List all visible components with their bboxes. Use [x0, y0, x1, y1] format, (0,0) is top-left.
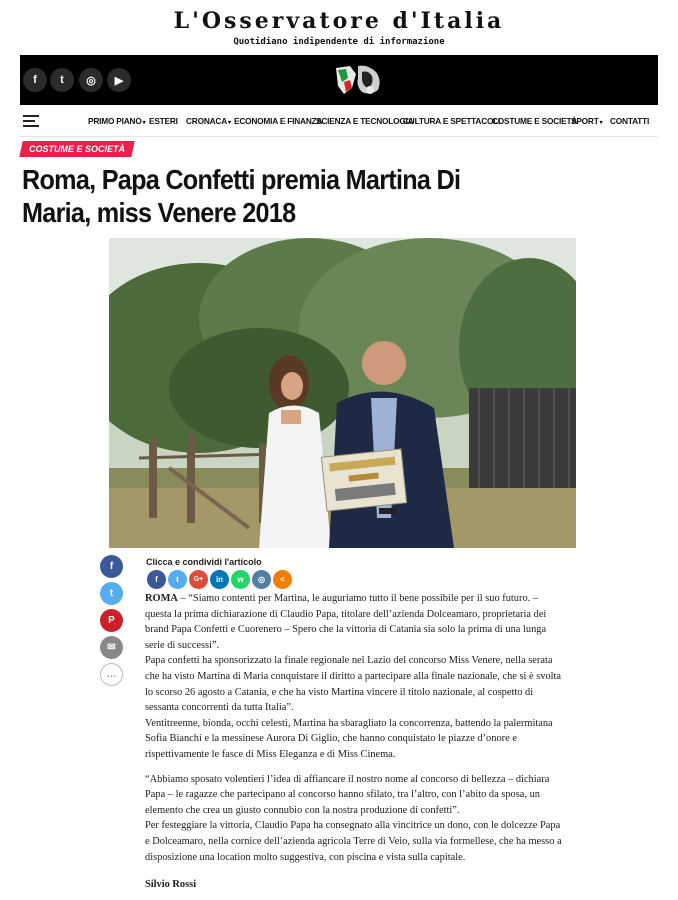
site-title[interactable]: L'Osservatore d'Italia	[173, 8, 505, 34]
instagram-icon[interactable]: ◎	[79, 68, 103, 92]
paragraph: “Abbiamo sposato volentieri l’idea di affiancare il nostro nome al concorso di bellezza – dichiara Papa – le ragazze che partecipano al concorso hanno sfilato, tra l’altro, con l’abito da sposa, un elemento che crea un giusto connubio con la nostra produzione di confetti”.	[145, 773, 550, 816]
paragraph: ROMA – “Siamo contenti per Martina, le auguriamo tutto il bene possibile per il suo futuro. – questa la prima dichiarazione di Claudio Papa, titolare dell’azienda Dolceamaro, proprietaria dei brand Papa Confetti e Cuorenero – Spero che la vittoria di Catania sia solo la prima di una lunga serie di successi”.	[145, 593, 547, 651]
menu-icon[interactable]	[23, 115, 39, 127]
dateline: ROMA	[145, 593, 178, 604]
site-tagline: Quotidiano indipendente di informazione	[233, 37, 445, 47]
facebook-icon[interactable]: f	[100, 555, 123, 578]
site-logo[interactable]	[330, 60, 388, 100]
youtube-icon[interactable]: ▶	[107, 68, 131, 92]
featured-image	[109, 238, 576, 548]
category-badge[interactable]: COSTUME E SOCIETÀ	[19, 141, 134, 157]
header-bar	[20, 55, 658, 105]
nav-item-cultura-e-spettacoli[interactable]: CULTURA E SPETTACOLI	[403, 116, 501, 126]
nav-item-primo-piano[interactable]: PRIMO PIANO▾	[88, 116, 146, 126]
nav-item-esteri[interactable]: ESTERI	[149, 116, 178, 126]
share-title: Clicca e condividi l'articolo	[146, 557, 262, 567]
article-headline: Roma, Papa Confetti premia Martina Di Maria, miss Venere 2018	[22, 164, 461, 228]
facebook-icon[interactable]: f	[147, 570, 166, 589]
chevron-down-icon: ▾	[142, 120, 146, 126]
nav-item-economia-e-finanza[interactable]: ECONOMIA E FINANZA	[234, 116, 323, 126]
twitter-icon[interactable]: t	[50, 68, 74, 92]
twitter-icon[interactable]: t	[168, 570, 187, 589]
paragraph: Papa confetti ha sponsorizzato la finale regionale nel Lazio del concorso Miss Venere, nella serata che ha visto Martina di Maria conquistare il diritto a partecipare alla finale nazionale, che si è svolta lo scorso 26 agosto a Catania, e che ha visto Martina vincere il titolo nazionale, al cospetto di sessanta concorrenti da tutta Italia”.	[145, 655, 562, 714]
nav-item-costume-e-societa[interactable]: COSTUME E SOCIETÀ	[492, 116, 578, 126]
nav-item-contatti[interactable]: CONTATTI	[610, 116, 650, 126]
google-plus-icon[interactable]: G+	[189, 570, 208, 589]
author-name: Silvio Rossi	[145, 879, 197, 891]
chevron-down-icon: ▾	[228, 120, 231, 126]
email-icon[interactable]: ✉	[100, 636, 123, 659]
linkedin-icon[interactable]: in	[210, 570, 229, 589]
facebook-icon[interactable]: f	[23, 68, 47, 92]
paragraph: Per festeggiare la vittoria, Claudio Papa ha consegnato alla vincitrice un dono, con le dolcezze Papa e Dolceamaro, nella cornice dell’azienda agricola Terre di Veio, sulla via formellese, che ha messo a disposizione una location molto suggestiva, con piscina e vista sulla capitale.	[145, 820, 562, 863]
share-sidebar	[100, 555, 124, 690]
twitter-icon[interactable]: t	[100, 582, 123, 605]
share-buttons	[147, 570, 292, 590]
masthead	[0, 8, 678, 47]
pinterest-icon[interactable]: P	[100, 609, 123, 632]
paragraph: Ventitreenne, bionda, occhi celesti, Martina ha sbaragliato la concorrenza, battendo la palermitana Sofia Bianchi e la messinese Aurora Di Giglio, che hanno conquistato le piazze d’onore e rispettivamente le fasce di Miss Eleganza e di Miss Cinema.	[145, 717, 553, 760]
article-body	[145, 591, 565, 893]
nav-item-cronaca[interactable]: CRONACA▾	[186, 116, 231, 126]
main-nav	[20, 107, 658, 137]
instagram-icon[interactable]: ◎	[252, 570, 271, 589]
nav-item-sport[interactable]: SPORT▾	[571, 116, 603, 126]
comment-icon[interactable]: …	[100, 663, 123, 686]
share-icon[interactable]: <	[273, 570, 292, 589]
chevron-down-icon: ▾	[599, 120, 603, 126]
whatsapp-icon[interactable]: w	[231, 570, 250, 589]
nav-item-scienza-e-tecnologia[interactable]: SCIENZA E TECNOLOGIA	[316, 116, 414, 126]
